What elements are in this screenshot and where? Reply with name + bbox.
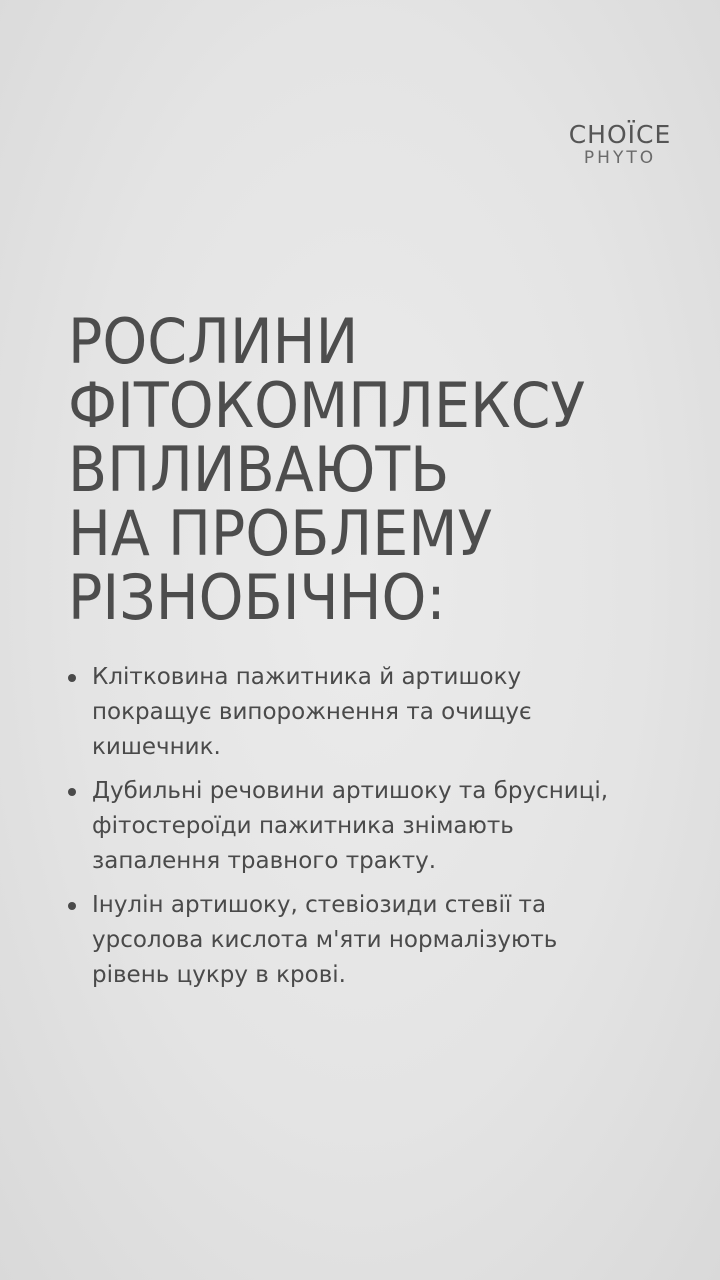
bullet-item-tannins: [66, 774, 686, 879]
bullet-text-line: кишечник.: [92, 734, 221, 760]
headline-line: РОСЛИНИ: [68, 305, 359, 378]
bullet-dot-icon: [68, 902, 76, 910]
brand-logo-main: CHOÏCE: [568, 120, 672, 149]
bullet-text-line: Дубильні речовини артишоку та брусниці,: [92, 778, 609, 804]
bullet-text-line: Клітковина пажитника й артишоку: [92, 664, 522, 690]
bullet-text-line: урсолова кислота м'яти нормалізують: [92, 927, 558, 953]
brand-logo-sub: PHYTO: [583, 148, 657, 168]
bullet-list: [66, 660, 686, 1002]
headline-line: ФІТОКОМПЛЕКСУ: [68, 369, 586, 442]
headline-line: НА ПРОБЛЕМУ: [68, 497, 493, 570]
bullet-item-fiber: [66, 660, 686, 765]
bullet-text-line: рівень цукру в крові.: [92, 962, 346, 988]
headline-line: ВПЛИВАЮТЬ: [68, 433, 450, 506]
headline: [68, 305, 657, 634]
bullet-text-line: фітостероїди пажитника знімають: [92, 813, 514, 839]
bullet-text-line: Інулін артишоку, стевіозиди стевії та: [92, 892, 547, 918]
bullet-dot-icon: [68, 674, 76, 682]
bullet-item-inulin: [66, 888, 686, 993]
bullet-text-line: покращує випорожнення та очищує: [92, 699, 532, 725]
bullet-dot-icon: [68, 788, 76, 796]
bullet-text-line: запалення травного тракту.: [92, 848, 437, 874]
brand-logo: [562, 120, 678, 168]
headline-line: РІЗНОБІЧНО:: [68, 561, 446, 634]
